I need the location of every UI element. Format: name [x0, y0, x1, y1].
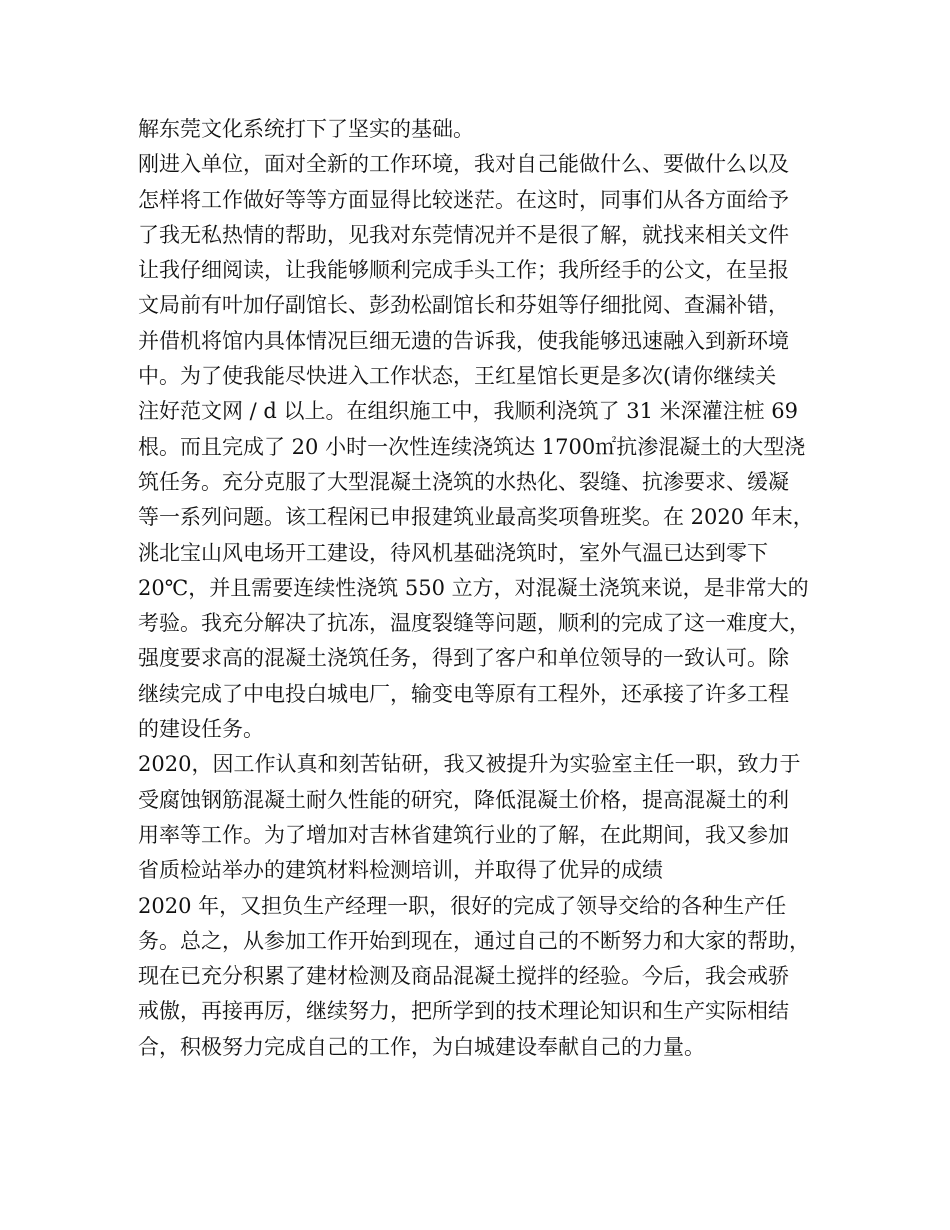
text-line: 强度要求高的混凝土浇筑任务，得到了客户和单位领导的一致认可。除: [138, 646, 789, 671]
text-line: 筑任务。充分克服了大型混凝土浇筑的水热化、裂缝、抗渗要求、缓凝: [138, 469, 789, 494]
text-line: 根。而且完成了 20 小时一次性连续浇筑达 1700㎡抗渗混凝土的大型浇: [138, 434, 806, 459]
text-line: 刚进入单位，面对全新的工作环境，我对自己能做什么、要做什么以及: [138, 152, 789, 177]
text-line: 2020 年，又担负生产经理一职，很好的完成了领导交给的各种生产任: [138, 893, 787, 918]
text-line: 怎样将工作做好等等方面显得比较迷茫。在这时，同事们从各方面给予: [138, 187, 789, 212]
text-line: 受腐蚀钢筋混凝土耐久性能的研究，降低混凝土价格，提高混凝土的利: [138, 787, 789, 812]
text-line: 中。为了使我能尽快进入工作状态，王红星馆长更是多次(请你继续关: [138, 364, 777, 389]
text-line: 注好范文网 / d 以上。在组织施工中，我顺利浇筑了 31 米深灌注桩 69: [138, 399, 799, 424]
text-line: 的建设任务。: [138, 717, 264, 742]
text-line: 让我仔细阅读，让我能够顺利完成手头工作；我所经手的公文，在呈报: [138, 258, 789, 283]
text-line: 解东莞文化系统打下了坚实的基础。: [138, 117, 474, 141]
text-line: 2020，因工作认真和刻苦钻研，我又被提升为实验室主任一职，致力于: [138, 752, 801, 777]
text-line: 戒傲，再接再厉，继续努力，把所学到的技术理论知识和生产实际相结: [138, 999, 789, 1024]
body-text: [138, 112, 828, 1065]
text-line: 20℃，并且需要连续性浇筑 550 立方，对混凝土浇筑来说，是非常大的: [138, 575, 809, 600]
text-line: 等一系列问题。该工程闲已申报建筑业最高奖项鲁班奖。在 2020 年末，: [138, 505, 814, 530]
text-line: 务。总之，从参加工作开始到现在，通过自己的不断努力和大家的帮助，: [138, 928, 810, 953]
text-line: 省质检站举办的建筑材料检测培训，并取得了优异的成绩: [138, 858, 663, 883]
text-line: 用率等工作。为了增加对吉林省建筑行业的了解，在此期间，我又参加: [138, 822, 789, 847]
text-line: 并借机将馆内具体情况巨细无遗的告诉我，使我能够迅速融入到新环境: [138, 328, 789, 353]
text-line: 了我无私热情的帮助，见我对东莞情况并不是很了解，就找来相关文件: [138, 222, 789, 247]
text-line: 考验。我充分解决了抗冻，温度裂缝等问题，顺利的完成了这一难度大，: [138, 611, 810, 636]
text-line: 继续完成了中电投白城电厂，输变电等原有工程外，还承接了许多工程: [138, 681, 789, 706]
text-line: 洮北宝山风电场开工建设，待风机基础浇筑时，室外气温已达到零下: [138, 540, 768, 565]
text-line: 文局前有叶加仔副馆长、彭劲松副馆长和芬姐等仔细批阅、查漏补错，: [138, 293, 789, 318]
text-line: 现在已充分积累了建材检测及商品混凝土搅拌的经验。今后，我会戒骄: [138, 964, 789, 989]
text-line: 合，积极努力完成自己的工作，为白城建设奉献自己的力量。: [138, 1034, 705, 1059]
